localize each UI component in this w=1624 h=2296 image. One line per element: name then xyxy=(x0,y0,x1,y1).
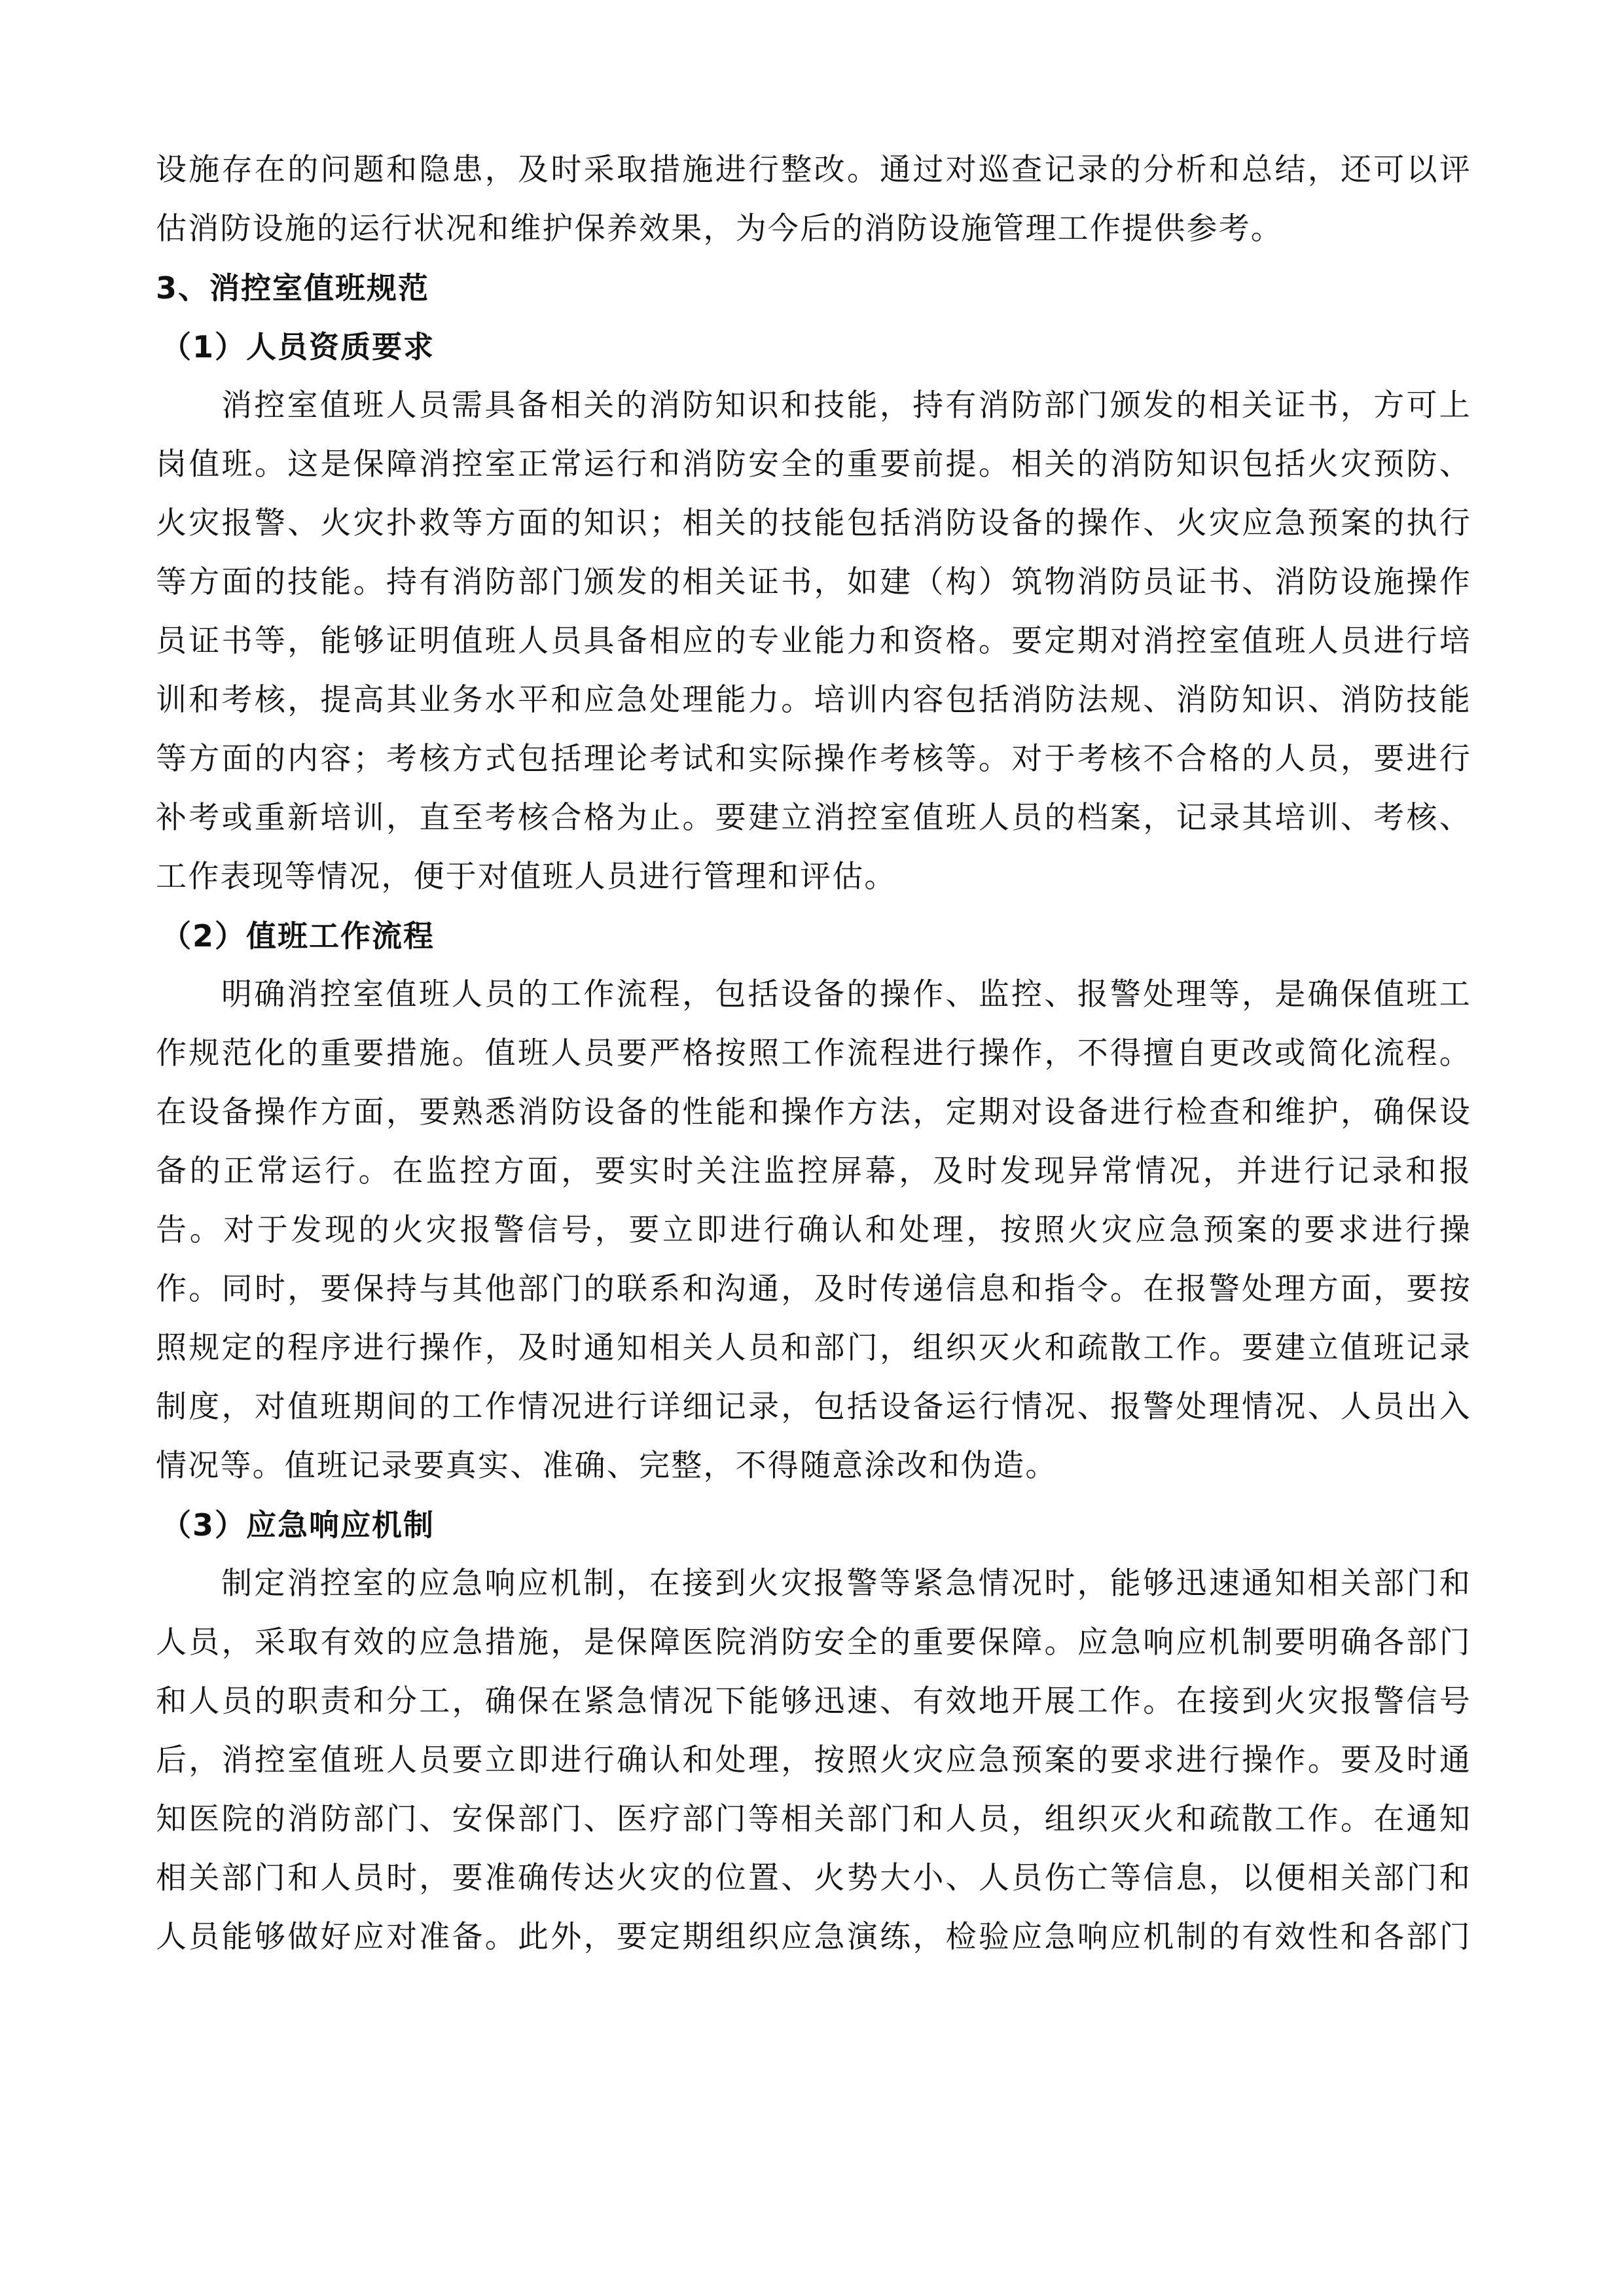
subsection-1-line-8: 补考或重新培训，直至考核合格为止。要建立消控室值班人员的档案，记录其培训、考核、 xyxy=(156,800,1471,836)
subsection-2-line-6: 作。同时，要保持与其他部门的联系和沟通，及时传递信息和指令。在报警处理方面，要按 xyxy=(156,1271,1471,1307)
subsection-1-line-3: 火灾报警、火灾扑救等方面的知识；相关的技能包括消防设备的操作、火灾应急预案的执行 xyxy=(156,505,1471,541)
subsection-1-heading: （1）人员资质要求 xyxy=(161,329,435,365)
subsection-2-heading: （2）值班工作流程 xyxy=(161,918,435,954)
subsection-2-line-7: 照规定的程序进行操作，及时通知相关人员和部门，组织灭火和疏散工作。要建立值班记录 xyxy=(156,1330,1471,1366)
subsection-2-line-4: 备的正常运行。在监控方面，要实时关注监控屏幕，及时发现异常情况，并进行记录和报 xyxy=(156,1153,1471,1189)
subsection-2-line-9: 情况等。值班记录要真实、准确、完整，不得随意涂改和伪造。 xyxy=(156,1448,1058,1484)
subsection-3-line-2: 人员，采取有效的应急措施，是保障医院消防安全的重要保障。应急响应机制要明确各部门 xyxy=(156,1624,1471,1660)
subsection-1-line-7: 等方面的内容；考核方式包括理论考试和实际操作考核等。对于考核不合格的人员，要进行 xyxy=(156,741,1471,777)
subsection-2-line-1: 明确消控室值班人员的工作流程，包括设备的操作、监控、报警处理等，是确保值班工 xyxy=(221,977,1471,1013)
subsection-1-line-2: 岗值班。这是保障消控室正常运行和消防安全的重要前提。相关的消防知识包括火灾预防、 xyxy=(156,446,1471,482)
subsection-2-line-2: 作规范化的重要措施。值班人员要严格按照工作流程进行操作，不得擅自更改或简化流程。 xyxy=(156,1035,1471,1071)
subsection-3-line-5: 知医院的消防部门、安保部门、医疗部门等相关部门和人员，组织灭火和疏散工作。在通知 xyxy=(156,1801,1471,1837)
document-page xyxy=(156,141,1471,1967)
subsection-1-line-6: 训和考核，提高其业务水平和应急处理能力。培训内容包括消防法规、消防知识、消防技能 xyxy=(156,682,1471,718)
subsection-2-line-3: 在设备操作方面，要熟悉消防设备的性能和操作方法，定期对设备进行检查和维护，确保设 xyxy=(156,1094,1471,1130)
subsection-2-line-8: 制度，对值班期间的工作情况进行详细记录，包括设备运行情况、报警处理情况、人员出入 xyxy=(156,1389,1471,1425)
subsection-3-line-6: 相关部门和人员时，要准确传达火灾的位置、火势大小、人员伤亡等信息，以便相关部门和 xyxy=(156,1860,1471,1896)
intro-line-2: 估消防设施的运行状况和维护保养效果，为今后的消防设施管理工作提供参考。 xyxy=(156,211,1283,247)
subsection-1-line-5: 员证书等，能够证明值班人员具备相应的专业能力和资格。要定期对消控室值班人员进行培 xyxy=(156,623,1471,659)
section-heading: 3、消控室值班规范 xyxy=(156,270,430,306)
subsection-1-line-4: 等方面的技能。持有消防部门颁发的相关证书，如建（构）筑物消防员证书、消防设施操作 xyxy=(156,564,1471,600)
subsection-3-line-4: 后，消控室值班人员要立即进行确认和处理，按照火灾应急预案的要求进行操作。要及时通 xyxy=(156,1742,1471,1778)
subsection-2-line-5: 告。对于发现的火灾报警信号，要立即进行确认和处理，按照火灾应急预案的要求进行操 xyxy=(156,1212,1471,1248)
subsection-3-line-7: 人员能够做好应对准备。此外，要定期组织应急演练，检验应急响应机制的有效性和各部门 xyxy=(156,1919,1471,1955)
subsection-3-line-1: 制定消控室的应急响应机制，在接到火灾报警等紧急情况时，能够迅速通知相关部门和 xyxy=(221,1566,1471,1602)
subsection-1-line-9: 工作表现等情况，便于对值班人员进行管理和评估。 xyxy=(156,859,897,895)
subsection-3-heading: （3）应急响应机制 xyxy=(161,1507,435,1543)
subsection-1-line-1: 消控室值班人员需具备相关的消防知识和技能，持有消防部门颁发的相关证书，方可上 xyxy=(221,387,1471,423)
intro-line-1: 设施存在的问题和隐患，及时采取措施进行整改。通过对巡查记录的分析和总结，还可以评 xyxy=(156,152,1471,188)
subsection-3-line-3: 和人员的职责和分工，确保在紧急情况下能够迅速、有效地开展工作。在接到火灾报警信号 xyxy=(156,1683,1471,1719)
